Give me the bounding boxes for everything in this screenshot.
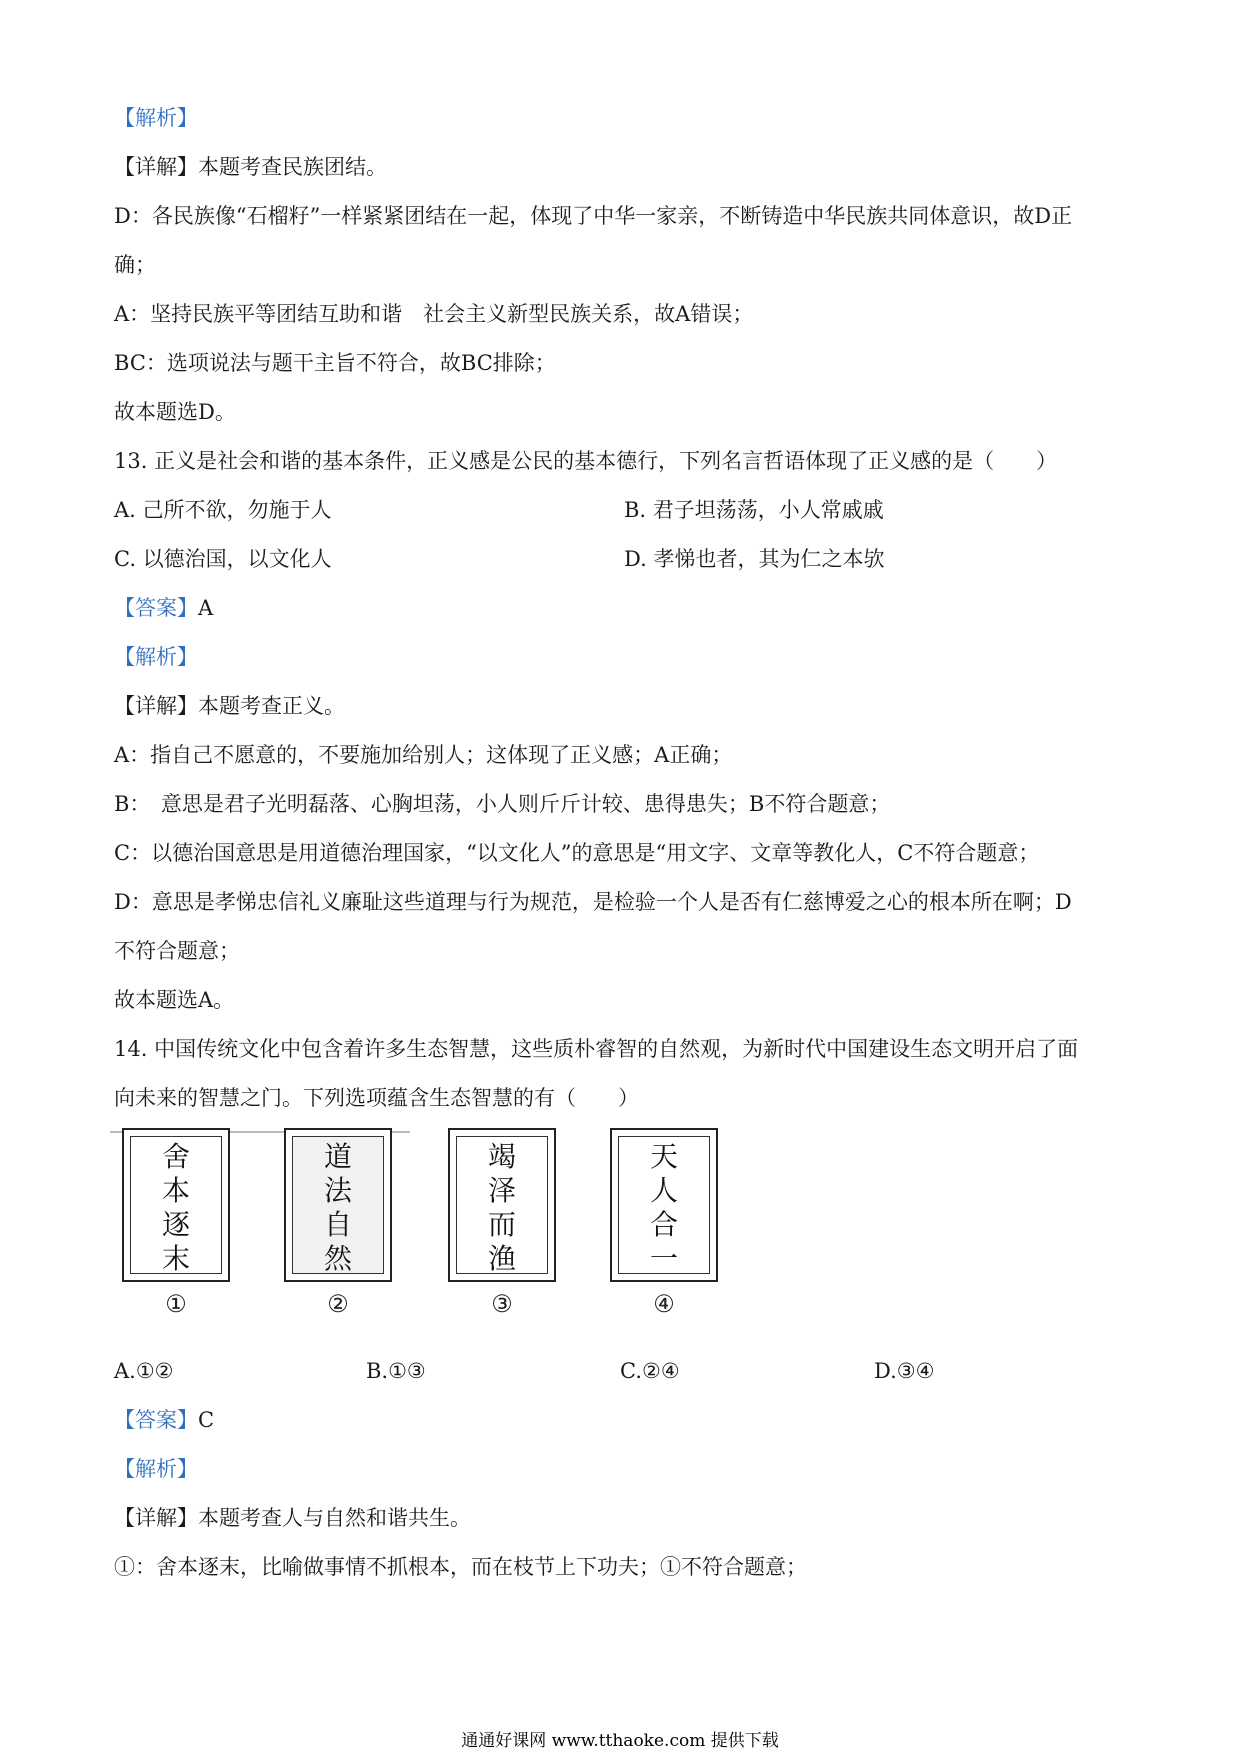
q13-answer: 【答案】A	[114, 596, 214, 620]
text-line: A：坚持民族平等团结互助和谐 社会主义新型民族关系，故A错误；	[114, 302, 754, 326]
question-14-stem: 14. 中国传统文化中包含着许多生态智慧，这些质朴睿智的自然观，为新时代中国建设生态文明开启了面	[114, 1037, 1079, 1061]
text-line: C：以德治国意思是用道德治理国家，“以文化人”的意思是“用文字、文章等教化人，C不符合题意；	[114, 841, 1040, 865]
page-footer: 通通好课网 www.tthaoke.com 提供下载	[461, 1731, 779, 1751]
q13-detail: 【详解】本题考查正义。	[114, 694, 345, 718]
card-2-number: ②	[327, 1290, 349, 1318]
card-2-text: 道 法 自 然	[323, 1140, 352, 1275]
q14-option-b: B.①③	[366, 1359, 426, 1383]
card-4-text: 天 人 合 一	[649, 1140, 678, 1275]
text-line: D：意思是孝悌忠信礼义廉耻这些道理与行为规范，是检验一个人是否有仁慈博爱之心的根本所在啊；D	[114, 890, 1072, 914]
q14-analysis-heading: 【解析】	[114, 1457, 198, 1481]
q13-option-a: A. 己所不欲，勿施于人	[114, 498, 332, 522]
text-line: A：指自己不愿意的，不要施加给别人；这体现了正义感；A正确；	[114, 743, 733, 767]
text-line: B： 意思是君子光明磊落、心胸坦荡，小人则斤斤计较、患得患失；B不符合题意；	[114, 792, 891, 816]
proverb-card-1	[122, 1128, 230, 1282]
q14-option-c: C.②④	[620, 1359, 680, 1383]
q14-detail: 【详解】本题考查人与自然和谐共生。	[114, 1506, 471, 1530]
card-1-number: ①	[165, 1290, 187, 1318]
card-3-number: ③	[491, 1290, 513, 1318]
card-1-text: 舍 本 逐 末	[161, 1140, 190, 1275]
proverb-card-2	[284, 1128, 392, 1282]
q14-option-d: D.③④	[874, 1359, 935, 1383]
proverb-cards-figure	[114, 1128, 714, 1328]
proverb-card-4	[610, 1128, 718, 1282]
text-line: ①：舍本逐末，比喻做事情不抓根本，而在枝节上下功夫；①不符合题意；	[114, 1555, 807, 1579]
detail-line: 【详解】本题考查民族团结。	[114, 155, 387, 179]
q13-option-d: D. 孝悌也者，其为仁之本欤	[624, 547, 885, 571]
question-14-stem-cont: 向未来的智慧之门。下列选项蕴含生态智慧的有（ ）	[114, 1086, 639, 1110]
text-line: D：各民族像“石榴籽”一样紧紧团结在一起，体现了中华一家亲，不断铸造中华民族共同体意识，故D正	[114, 204, 1073, 228]
card-3-text: 竭 泽 而 渔	[487, 1140, 516, 1275]
q13-analysis-heading: 【解析】	[114, 645, 198, 669]
card-4-number: ④	[653, 1290, 675, 1318]
text-line: 确；	[114, 253, 156, 277]
analysis-heading: 【解析】	[114, 106, 198, 130]
text-line: 不符合题意；	[114, 939, 240, 963]
proverb-card-3	[448, 1128, 556, 1282]
text-line: 故本题选A。	[114, 988, 235, 1012]
text-line: 故本题选D。	[114, 400, 236, 424]
text-line: BC：选项说法与题干主旨不符合，故BC排除；	[114, 351, 556, 375]
q13-option-c: C. 以德治国，以文化人	[114, 547, 332, 571]
q14-answer: 【答案】C	[114, 1408, 215, 1432]
question-13-stem: 13. 正义是社会和谐的基本条件，正义感是公民的基本德行，下列名言哲语体现了正义感的是（ ）	[114, 449, 1058, 473]
q14-option-a: A.①②	[114, 1359, 174, 1383]
q13-option-b: B. 君子坦荡荡，小人常戚戚	[624, 498, 884, 522]
